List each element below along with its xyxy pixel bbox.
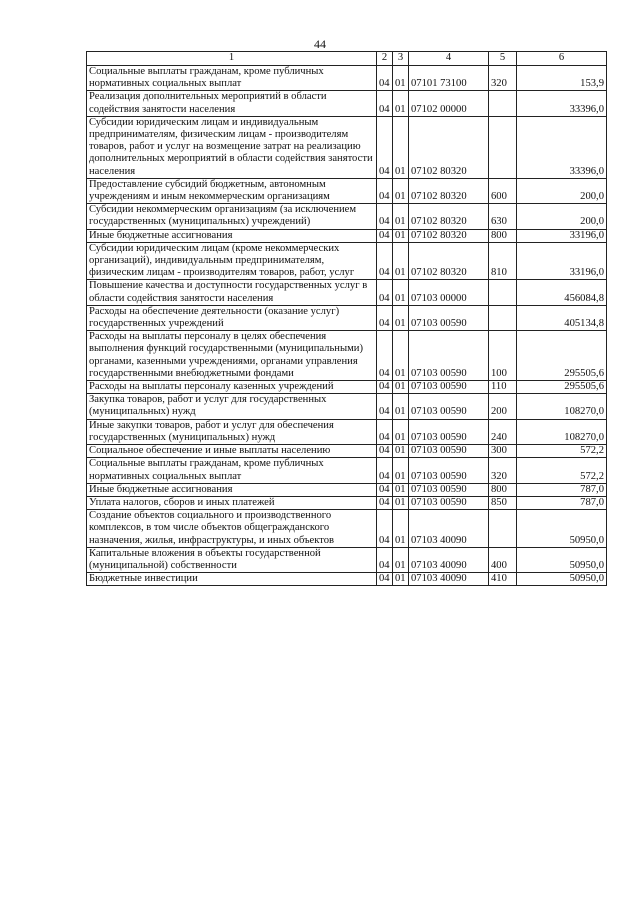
table-row xyxy=(87,547,607,572)
section-cell: 04 xyxy=(377,496,393,509)
amount-cell: 200,0 xyxy=(517,178,607,203)
subsection-cell: 01 xyxy=(393,242,409,280)
expense-name-cell: Иные бюджетные ассигнования xyxy=(87,483,377,496)
expense-type-cell: 240 xyxy=(489,419,517,444)
table-row xyxy=(87,510,607,548)
subsection-cell: 01 xyxy=(393,394,409,419)
subsection-cell: 01 xyxy=(393,66,409,91)
expense-name-cell: Субсидии юридическим лицам и индивидуальным предпринимателям, физическим лицам - производителям товаров, работ и услуг на возмещение затрат на реализацию дополнительных мероприятий в области содействия занятости населения xyxy=(87,116,377,178)
target-article-cell: 07103 00590 xyxy=(409,331,489,381)
subsection-cell: 01 xyxy=(393,280,409,305)
expense-type-cell xyxy=(489,280,517,305)
table-row xyxy=(87,242,607,280)
expense-name-cell: Предоставление субсидий бюджетным, автономным учреждениям и иным некоммерческим организациям xyxy=(87,178,377,203)
section-cell: 04 xyxy=(377,229,393,242)
expense-name-cell: Субсидии юридическим лицам (кроме некоммерческих организаций), индивидуальным предпринимателям, физическим лицам - производителям товаров, работ, услуг xyxy=(87,242,377,280)
column-header: 4 xyxy=(409,52,489,66)
section-cell: 04 xyxy=(377,280,393,305)
section-cell: 04 xyxy=(377,547,393,572)
expense-type-cell: 300 xyxy=(489,445,517,458)
budget-table xyxy=(86,51,607,586)
column-header: 3 xyxy=(393,52,409,66)
amount-cell: 108270,0 xyxy=(517,394,607,419)
expense-name-cell: Социальное обеспечение и иные выплаты населению xyxy=(87,445,377,458)
table-row xyxy=(87,66,607,91)
target-article-cell: 07103 40090 xyxy=(409,547,489,572)
table-row xyxy=(87,91,607,116)
table-header-row xyxy=(87,52,607,66)
expense-name-cell: Реализация дополнительных мероприятий в области содействия занятости населения xyxy=(87,91,377,116)
section-cell: 04 xyxy=(377,66,393,91)
section-cell: 04 xyxy=(377,445,393,458)
amount-cell: 50950,0 xyxy=(517,573,607,586)
expense-name-cell: Повышение качества и доступности государственных услуг в области содействия занятости населения xyxy=(87,280,377,305)
amount-cell: 572,2 xyxy=(517,458,607,483)
expense-type-cell: 800 xyxy=(489,483,517,496)
table-row xyxy=(87,458,607,483)
section-cell: 04 xyxy=(377,331,393,381)
expense-name-cell: Социальные выплаты гражданам, кроме публичных нормативных социальных выплат xyxy=(87,458,377,483)
subsection-cell: 01 xyxy=(393,573,409,586)
column-header: 2 xyxy=(377,52,393,66)
amount-cell: 295505,6 xyxy=(517,331,607,381)
section-cell: 04 xyxy=(377,305,393,330)
expense-name-cell: Расходы на выплаты персоналу в целях обеспечения выполнения функций государственными (муниципальными) органами, казенными учреждениями, органами управления государственными внебюджетными фондами xyxy=(87,331,377,381)
amount-cell: 456084,8 xyxy=(517,280,607,305)
expense-name-cell: Расходы на выплаты персоналу казенных учреждений xyxy=(87,381,377,394)
expense-type-cell xyxy=(489,116,517,178)
target-article-cell: 07103 40090 xyxy=(409,573,489,586)
target-article-cell: 07103 00590 xyxy=(409,483,489,496)
section-cell: 04 xyxy=(377,483,393,496)
expense-type-cell xyxy=(489,305,517,330)
expense-name-cell: Капитальные вложения в объекты государственной (муниципальной) собственности xyxy=(87,547,377,572)
section-cell: 04 xyxy=(377,116,393,178)
expense-name-cell: Закупка товаров, работ и услуг для государственных (муниципальных) нужд xyxy=(87,394,377,419)
table-row xyxy=(87,483,607,496)
amount-cell: 200,0 xyxy=(517,204,607,229)
section-cell: 04 xyxy=(377,458,393,483)
target-article-cell: 07103 00590 xyxy=(409,419,489,444)
section-cell: 04 xyxy=(377,510,393,548)
section-cell: 04 xyxy=(377,242,393,280)
section-cell: 04 xyxy=(377,573,393,586)
section-cell: 04 xyxy=(377,91,393,116)
table-row xyxy=(87,178,607,203)
subsection-cell: 01 xyxy=(393,496,409,509)
expense-type-cell: 200 xyxy=(489,394,517,419)
table-row xyxy=(87,204,607,229)
table-row xyxy=(87,573,607,586)
subsection-cell: 01 xyxy=(393,178,409,203)
amount-cell: 405134,8 xyxy=(517,305,607,330)
table-row xyxy=(87,445,607,458)
table-row xyxy=(87,229,607,242)
subsection-cell: 01 xyxy=(393,483,409,496)
subsection-cell: 01 xyxy=(393,419,409,444)
expense-name-cell: Субсидии некоммерческим организациям (за исключением государственных (муниципальных) учреждений) xyxy=(87,204,377,229)
section-cell: 04 xyxy=(377,419,393,444)
amount-cell: 33196,0 xyxy=(517,229,607,242)
expense-type-cell xyxy=(489,91,517,116)
section-cell: 04 xyxy=(377,204,393,229)
amount-cell: 33396,0 xyxy=(517,116,607,178)
subsection-cell: 01 xyxy=(393,381,409,394)
section-cell: 04 xyxy=(377,381,393,394)
target-article-cell: 07102 00000 xyxy=(409,91,489,116)
subsection-cell: 01 xyxy=(393,305,409,330)
expense-type-cell: 320 xyxy=(489,66,517,91)
expense-type-cell: 800 xyxy=(489,229,517,242)
column-header: 6 xyxy=(517,52,607,66)
target-article-cell: 07102 80320 xyxy=(409,116,489,178)
amount-cell: 108270,0 xyxy=(517,419,607,444)
page-number: 44 xyxy=(314,37,326,51)
amount-cell: 50950,0 xyxy=(517,510,607,548)
subsection-cell: 01 xyxy=(393,445,409,458)
expense-name-cell: Уплата налогов, сборов и иных платежей xyxy=(87,496,377,509)
table-row xyxy=(87,394,607,419)
target-article-cell: 07103 00000 xyxy=(409,280,489,305)
target-article-cell: 07102 80320 xyxy=(409,242,489,280)
expense-type-cell: 600 xyxy=(489,178,517,203)
amount-cell: 33396,0 xyxy=(517,91,607,116)
table-row xyxy=(87,331,607,381)
expense-type-cell: 410 xyxy=(489,573,517,586)
table-row xyxy=(87,419,607,444)
target-article-cell: 07103 00590 xyxy=(409,381,489,394)
target-article-cell: 07103 00590 xyxy=(409,394,489,419)
column-header: 1 xyxy=(87,52,377,66)
subsection-cell: 01 xyxy=(393,116,409,178)
expense-name-cell: Иные закупки товаров, работ и услуг для обеспечения государственных (муниципальных) нужд xyxy=(87,419,377,444)
section-cell: 04 xyxy=(377,394,393,419)
table-row xyxy=(87,305,607,330)
expense-type-cell: 850 xyxy=(489,496,517,509)
amount-cell: 33196,0 xyxy=(517,242,607,280)
subsection-cell: 01 xyxy=(393,547,409,572)
table-row xyxy=(87,381,607,394)
target-article-cell: 07103 00590 xyxy=(409,445,489,458)
column-header: 5 xyxy=(489,52,517,66)
expense-type-cell: 400 xyxy=(489,547,517,572)
target-article-cell: 07103 40090 xyxy=(409,510,489,548)
amount-cell: 572,2 xyxy=(517,445,607,458)
subsection-cell: 01 xyxy=(393,458,409,483)
section-cell: 04 xyxy=(377,178,393,203)
target-article-cell: 07102 80320 xyxy=(409,178,489,203)
expense-type-cell xyxy=(489,510,517,548)
target-article-cell: 07102 80320 xyxy=(409,229,489,242)
subsection-cell: 01 xyxy=(393,229,409,242)
amount-cell: 787,0 xyxy=(517,496,607,509)
expense-name-cell: Социальные выплаты гражданам, кроме публичных нормативных социальных выплат xyxy=(87,66,377,91)
expense-type-cell: 100 xyxy=(489,331,517,381)
expense-name-cell: Создание объектов социального и производственного комплексов, в том числе объектов общегражданского назначения, жилья, инфраструктуры, и иных объектов xyxy=(87,510,377,548)
subsection-cell: 01 xyxy=(393,204,409,229)
target-article-cell: 07101 73100 xyxy=(409,66,489,91)
expense-name-cell: Иные бюджетные ассигнования xyxy=(87,229,377,242)
expense-name-cell: Расходы на обеспечение деятельности (оказание услуг) государственных учреждений xyxy=(87,305,377,330)
amount-cell: 787,0 xyxy=(517,483,607,496)
expense-type-cell: 630 xyxy=(489,204,517,229)
amount-cell: 50950,0 xyxy=(517,547,607,572)
expense-name-cell: Бюджетные инвестиции xyxy=(87,573,377,586)
target-article-cell: 07103 00590 xyxy=(409,305,489,330)
expense-type-cell: 320 xyxy=(489,458,517,483)
target-article-cell: 07103 00590 xyxy=(409,458,489,483)
target-article-cell: 07102 80320 xyxy=(409,204,489,229)
expense-type-cell: 110 xyxy=(489,381,517,394)
expense-type-cell: 810 xyxy=(489,242,517,280)
amount-cell: 153,9 xyxy=(517,66,607,91)
table-row xyxy=(87,280,607,305)
amount-cell: 295505,6 xyxy=(517,381,607,394)
subsection-cell: 01 xyxy=(393,510,409,548)
subsection-cell: 01 xyxy=(393,91,409,116)
subsection-cell: 01 xyxy=(393,331,409,381)
table-row xyxy=(87,496,607,509)
table-row xyxy=(87,116,607,178)
target-article-cell: 07103 00590 xyxy=(409,496,489,509)
